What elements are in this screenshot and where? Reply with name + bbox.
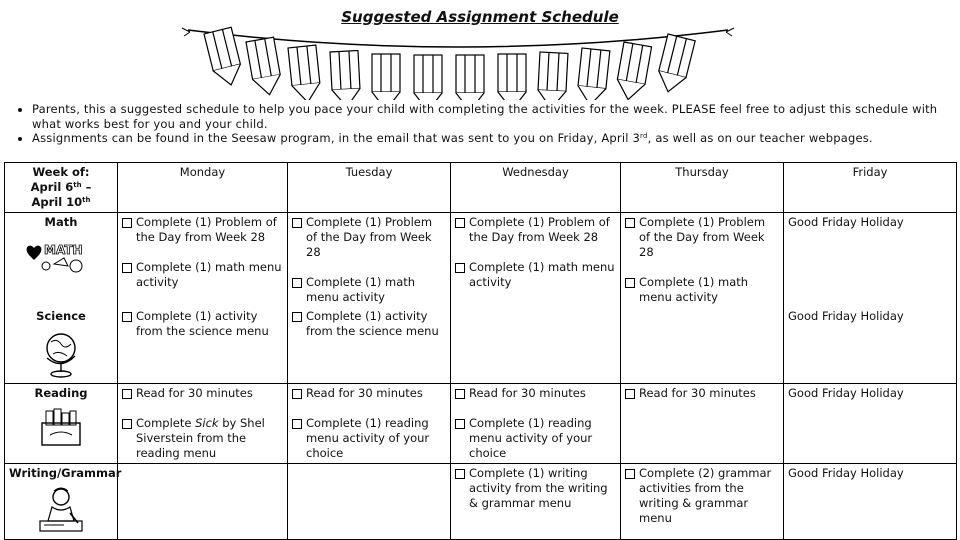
writing-thursday: Complete (2) grammar activities from the writing & grammar menu bbox=[621, 463, 784, 539]
checkbox-bullet-icon bbox=[122, 218, 132, 228]
checkbox-bullet-icon bbox=[122, 389, 132, 399]
books-icon bbox=[36, 405, 86, 449]
checkbox-bullet-icon bbox=[625, 278, 635, 288]
reading-tuesday: Read for 30 minutes Complete (1) reading menu activity of your choice bbox=[288, 383, 451, 463]
checkbox-bullet-icon bbox=[455, 263, 465, 273]
checkbox-bullet-icon bbox=[292, 218, 302, 228]
writing-wednesday: Complete (1) writing activity from the writing & grammar menu bbox=[451, 463, 621, 539]
day-header-wednesday: Wednesday bbox=[451, 163, 621, 213]
reading-wednesday: Read for 30 minutes Complete (1) reading menu activity of your choice bbox=[451, 383, 621, 463]
note-item: • Assignments can be found in the Seesaw program, in the email that was sent to you on Friday, April 3rd, as well as on our teacher webpages. bbox=[32, 131, 948, 146]
day-header-thursday: Thursday bbox=[621, 163, 784, 213]
subject-math: Math MATH bbox=[5, 213, 118, 308]
child-writing-icon bbox=[34, 485, 88, 537]
checkbox-bullet-icon bbox=[455, 469, 465, 479]
science-thursday bbox=[621, 307, 784, 383]
table-row bbox=[5, 213, 957, 308]
table-row bbox=[5, 383, 957, 463]
svg-text:MATH: MATH bbox=[44, 243, 83, 257]
checkbox-bullet-icon bbox=[292, 389, 302, 399]
checkbox-bullet-icon bbox=[625, 218, 635, 228]
day-header-tuesday: Tuesday bbox=[288, 163, 451, 213]
writing-friday: Good Friday Holiday bbox=[784, 463, 957, 539]
science-wednesday bbox=[451, 307, 621, 383]
checkbox-bullet-icon bbox=[292, 278, 302, 288]
checkbox-bullet-icon bbox=[292, 419, 302, 429]
checkbox-bullet-icon bbox=[122, 312, 132, 322]
science-friday: Good Friday Holiday bbox=[784, 307, 957, 383]
subject-writing: Writing/Grammar bbox=[5, 463, 118, 539]
math-thursday: Complete (1) Problem of the Day from Week 28 Complete (1) math menu activity bbox=[621, 213, 784, 308]
checkbox-bullet-icon bbox=[455, 389, 465, 399]
parent-notes bbox=[18, 102, 948, 146]
checkbox-bullet-icon bbox=[122, 263, 132, 273]
checkbox-bullet-icon bbox=[292, 312, 302, 322]
globe-icon bbox=[41, 328, 81, 380]
header-row bbox=[5, 163, 957, 213]
math-wednesday: Complete (1) Problem of the Day from Week 28 Complete (1) math menu activity bbox=[451, 213, 621, 308]
note-item: • Parents, this a suggested schedule to help you pace your child with completing the activities for the week. PLEASE feel free to adjust this schedule with what works best for you and your child. bbox=[32, 102, 948, 131]
reading-friday: Good Friday Holiday bbox=[784, 383, 957, 463]
table-row bbox=[5, 307, 957, 383]
math-monday: Complete (1) Problem of the Day from Week 28 Complete (1) math menu activity bbox=[118, 213, 288, 308]
checkbox-bullet-icon bbox=[122, 419, 132, 429]
pencil-banner-decoration bbox=[178, 24, 738, 100]
math-tuesday: Complete (1) Problem of the Day from Week 28 Complete (1) math menu activity bbox=[288, 213, 451, 308]
checkbox-bullet-icon bbox=[455, 419, 465, 429]
writing-monday bbox=[118, 463, 288, 539]
schedule-table bbox=[4, 162, 957, 540]
i-love-math-icon bbox=[26, 234, 96, 274]
checkbox-bullet-icon bbox=[455, 218, 465, 228]
subject-reading: Reading bbox=[5, 383, 118, 463]
writing-tuesday bbox=[288, 463, 451, 539]
checkbox-bullet-icon bbox=[625, 469, 635, 479]
page-title: Suggested Assignment Schedule bbox=[341, 8, 619, 26]
science-monday: Complete (1) activity from the science menu bbox=[118, 307, 288, 383]
day-header-friday: Friday bbox=[784, 163, 957, 213]
week-label: Week of: April 6th – April 10th bbox=[5, 163, 118, 213]
subject-science: Science bbox=[5, 307, 118, 383]
science-tuesday: Complete (1) activity from the science menu bbox=[288, 307, 451, 383]
reading-thursday: Read for 30 minutes bbox=[621, 383, 784, 463]
math-friday: Good Friday Holiday bbox=[784, 213, 957, 308]
day-header-monday: Monday bbox=[118, 163, 288, 213]
table-row bbox=[5, 463, 957, 539]
reading-monday: Read for 30 minutes Complete Sick by Shel Siverstein from the reading menu bbox=[118, 383, 288, 463]
checkbox-bullet-icon bbox=[625, 389, 635, 399]
